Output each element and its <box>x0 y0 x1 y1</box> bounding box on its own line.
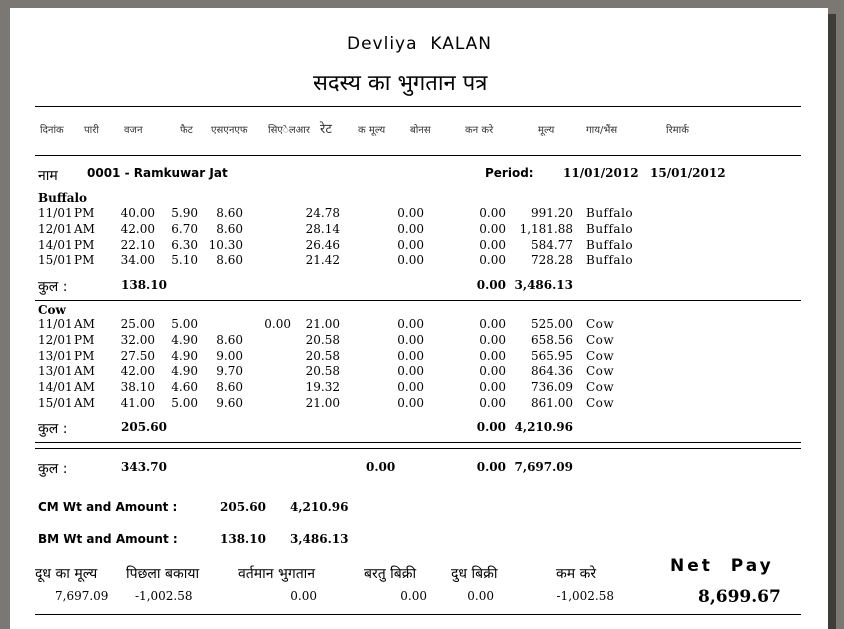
col-deduct: कन करे <box>465 125 494 136</box>
row-rate: 21.42 <box>305 253 340 268</box>
row-shift: PM <box>74 348 95 363</box>
row-type: Cow <box>586 380 615 395</box>
col-rate: रेट <box>320 122 332 137</box>
row-qty: 25.00 <box>120 317 155 331</box>
net-pay-value: 8,699.67 <box>698 587 781 607</box>
buffalo-total-amount: 3,486.13 <box>514 278 573 292</box>
org-name: Devliya KALAN <box>347 34 493 54</box>
summary-label-deduct: कम करे <box>556 566 597 582</box>
name-label: नाम <box>38 168 58 184</box>
buffalo-total-qty: 138.10 <box>121 278 167 292</box>
row-amount: 728.28 <box>531 253 573 268</box>
row-rate: 20.58 <box>305 332 340 347</box>
row-fat: 5.90 <box>171 206 198 220</box>
row-fat: 4.90 <box>171 348 198 363</box>
row-amount: 525.00 <box>531 317 573 331</box>
member-name: 0001 - Ramkuwar Jat <box>87 166 228 180</box>
bm-amount: 3,486.13 <box>290 532 349 546</box>
divider <box>35 448 801 449</box>
row-deduct: 0.00 <box>479 317 506 331</box>
row-snf: 8.60 <box>216 332 243 347</box>
row-snf: 10.30 <box>208 237 243 252</box>
row-type: Buffalo <box>586 253 634 268</box>
net-pay-label: Net Pay <box>670 556 774 576</box>
row-qty: 41.00 <box>120 396 155 410</box>
row-amount: 1,181.88 <box>519 221 573 236</box>
cow-total-deduct: 0.00 <box>476 420 506 434</box>
row-bonus: 0.00 <box>397 221 424 236</box>
row-shift: AM <box>74 396 95 410</box>
row-fat: 5.00 <box>171 396 198 410</box>
summary-value-goods-sale: 0.00 <box>400 589 427 603</box>
row-snf: 8.60 <box>216 253 243 268</box>
row-snf: 8.60 <box>216 206 243 220</box>
col-remark: रिमार्क <box>666 125 689 136</box>
summary-value-milk-value: 7,697.09 <box>55 589 109 603</box>
row-type: Cow <box>586 364 615 379</box>
row-amount: 864.36 <box>531 364 573 379</box>
divider <box>35 155 801 156</box>
cm-qty: 205.60 <box>220 500 266 514</box>
summary-label-current-payment: वर्तमान भुगतान <box>238 566 316 582</box>
row-date: 13/01 <box>38 348 73 363</box>
grand-total-qty: 343.70 <box>121 460 167 474</box>
row-date: 12/01 <box>38 221 73 236</box>
row-snf: 9.00 <box>216 348 243 363</box>
row-shift: AM <box>74 221 95 236</box>
row-amount: 991.20 <box>531 206 573 220</box>
row-shift: PM <box>74 237 95 252</box>
row-deduct: 0.00 <box>479 206 506 220</box>
row-qty: 27.50 <box>120 348 155 363</box>
row-deduct: 0.00 <box>479 380 506 395</box>
row-shift: PM <box>74 206 95 220</box>
row-fat: 6.70 <box>171 221 198 236</box>
section-heading-cow: Cow <box>38 303 66 317</box>
divider <box>35 300 801 301</box>
row-bonus: 0.00 <box>397 206 424 220</box>
row-date: 13/01 <box>38 364 73 379</box>
row-amount: 736.09 <box>531 380 573 395</box>
grand-total-deduct: 0.00 <box>476 460 506 474</box>
row-date: 15/01 <box>38 253 73 268</box>
row-qty: 42.00 <box>120 364 155 379</box>
col-snf: एसएनएफ <box>211 125 248 136</box>
row-date: 14/01 <box>38 237 73 252</box>
summary-label-milk-value: दूध का मूल्य <box>35 566 98 582</box>
row-fat: 6.30 <box>171 237 198 252</box>
summary-value-current-payment: 0.00 <box>290 589 317 603</box>
row-bonus: 0.00 <box>397 237 424 252</box>
row-fat: 4.90 <box>171 332 198 347</box>
row-qty: 34.00 <box>120 253 155 268</box>
row-shift: AM <box>74 380 95 395</box>
document-title: सदस्य का भुगतान पत्र <box>313 71 488 96</box>
period-from: 11/01/2012 <box>563 166 639 180</box>
row-deduct: 0.00 <box>479 253 506 268</box>
row-bonus: 0.00 <box>397 317 424 331</box>
col-clr: सिएेलआर <box>268 125 310 136</box>
row-qty: 42.00 <box>120 221 155 236</box>
cow-total-label: कुल : <box>38 421 68 437</box>
grand-total-label: कुल : <box>38 461 68 477</box>
period-label: Period: <box>485 166 534 180</box>
cm-label: CM Wt and Amount : <box>38 500 178 514</box>
row-fat: 4.60 <box>171 380 198 395</box>
row-qty: 22.10 <box>120 237 155 252</box>
col-shift: पारी <box>84 125 99 136</box>
row-snf: 9.60 <box>216 396 243 410</box>
row-qty: 32.00 <box>120 332 155 347</box>
row-clr: 0.00 <box>264 317 291 331</box>
col-price: क मूल्य <box>358 125 386 136</box>
row-rate: 20.58 <box>305 348 340 363</box>
summary-label-milk-sale: दुध बिक्री <box>451 566 498 582</box>
row-date: 14/01 <box>38 380 73 395</box>
row-fat: 4.90 <box>171 364 198 379</box>
summary-value-milk-sale: 0.00 <box>467 589 494 603</box>
row-amount: 584.77 <box>531 237 573 252</box>
summary-value-previous-due: -1,002.58 <box>135 589 193 603</box>
grand-total-amount: 7,697.09 <box>514 460 573 474</box>
cm-amount: 4,210.96 <box>290 500 349 514</box>
row-rate: 21.00 <box>305 396 340 410</box>
row-bonus: 0.00 <box>397 348 424 363</box>
row-deduct: 0.00 <box>479 221 506 236</box>
cow-total-qty: 205.60 <box>121 420 167 434</box>
row-date: 15/01 <box>38 396 73 410</box>
row-type: Cow <box>586 332 615 347</box>
row-deduct: 0.00 <box>479 348 506 363</box>
row-rate: 20.58 <box>305 364 340 379</box>
row-bonus: 0.00 <box>397 380 424 395</box>
row-snf: 8.60 <box>216 221 243 236</box>
row-rate: 28.14 <box>305 221 340 236</box>
divider <box>35 106 801 107</box>
row-fat: 5.10 <box>171 253 198 268</box>
row-date: 12/01 <box>38 332 73 347</box>
col-date: दिनांक <box>40 125 64 136</box>
divider <box>35 442 801 443</box>
row-fat: 5.00 <box>171 317 198 331</box>
row-rate: 19.32 <box>305 380 340 395</box>
row-type: Cow <box>586 317 615 331</box>
row-amount: 565.95 <box>531 348 573 363</box>
buffalo-total-deduct: 0.00 <box>476 278 506 292</box>
row-deduct: 0.00 <box>479 396 506 410</box>
divider <box>35 614 801 615</box>
summary-label-goods-sale: बरतु बिक्री <box>364 566 417 582</box>
row-snf: 8.60 <box>216 380 243 395</box>
row-amount: 658.56 <box>531 332 573 347</box>
summary-value-deduct: -1,002.58 <box>556 589 614 603</box>
row-snf: 9.70 <box>216 364 243 379</box>
row-qty: 38.10 <box>120 380 155 395</box>
cow-total-amount: 4,210.96 <box>514 420 573 434</box>
row-amount: 861.00 <box>531 396 573 410</box>
row-shift: AM <box>74 317 95 331</box>
col-fat: फैट <box>180 125 193 136</box>
row-bonus: 0.00 <box>397 396 424 410</box>
col-bonus: बोनस <box>410 125 431 136</box>
row-rate: 24.78 <box>305 206 340 220</box>
summary-label-previous-due: पिछला बकाया <box>126 566 200 582</box>
row-deduct: 0.00 <box>479 364 506 379</box>
period-to: 15/01/2012 <box>650 166 726 180</box>
buffalo-total-label: कुल : <box>38 279 68 295</box>
row-shift: AM <box>74 364 95 379</box>
row-rate: 21.00 <box>305 317 340 331</box>
row-type: Cow <box>586 348 615 363</box>
col-qty: वजन <box>124 125 143 136</box>
row-rate: 26.46 <box>305 237 340 252</box>
bm-qty: 138.10 <box>220 532 266 546</box>
page-shadow <box>828 14 836 629</box>
row-bonus: 0.00 <box>397 253 424 268</box>
col-type: गाय/भैंस <box>586 125 618 136</box>
row-bonus: 0.00 <box>397 332 424 347</box>
row-type: Buffalo <box>586 237 634 252</box>
grand-total-bonus: 0.00 <box>366 460 396 474</box>
row-bonus: 0.00 <box>397 364 424 379</box>
row-deduct: 0.00 <box>479 332 506 347</box>
row-date: 11/01 <box>38 317 73 331</box>
row-shift: PM <box>74 332 95 347</box>
row-deduct: 0.00 <box>479 237 506 252</box>
row-type: Buffalo <box>586 221 634 236</box>
row-date: 11/01 <box>38 206 73 220</box>
row-type: Cow <box>586 396 615 410</box>
row-shift: PM <box>74 253 95 268</box>
col-amount: मूल्य <box>538 125 555 136</box>
row-qty: 40.00 <box>120 206 155 220</box>
row-type: Buffalo <box>586 206 634 220</box>
bm-label: BM Wt and Amount : <box>38 532 178 546</box>
section-heading-buffalo: Buffalo <box>38 191 88 205</box>
